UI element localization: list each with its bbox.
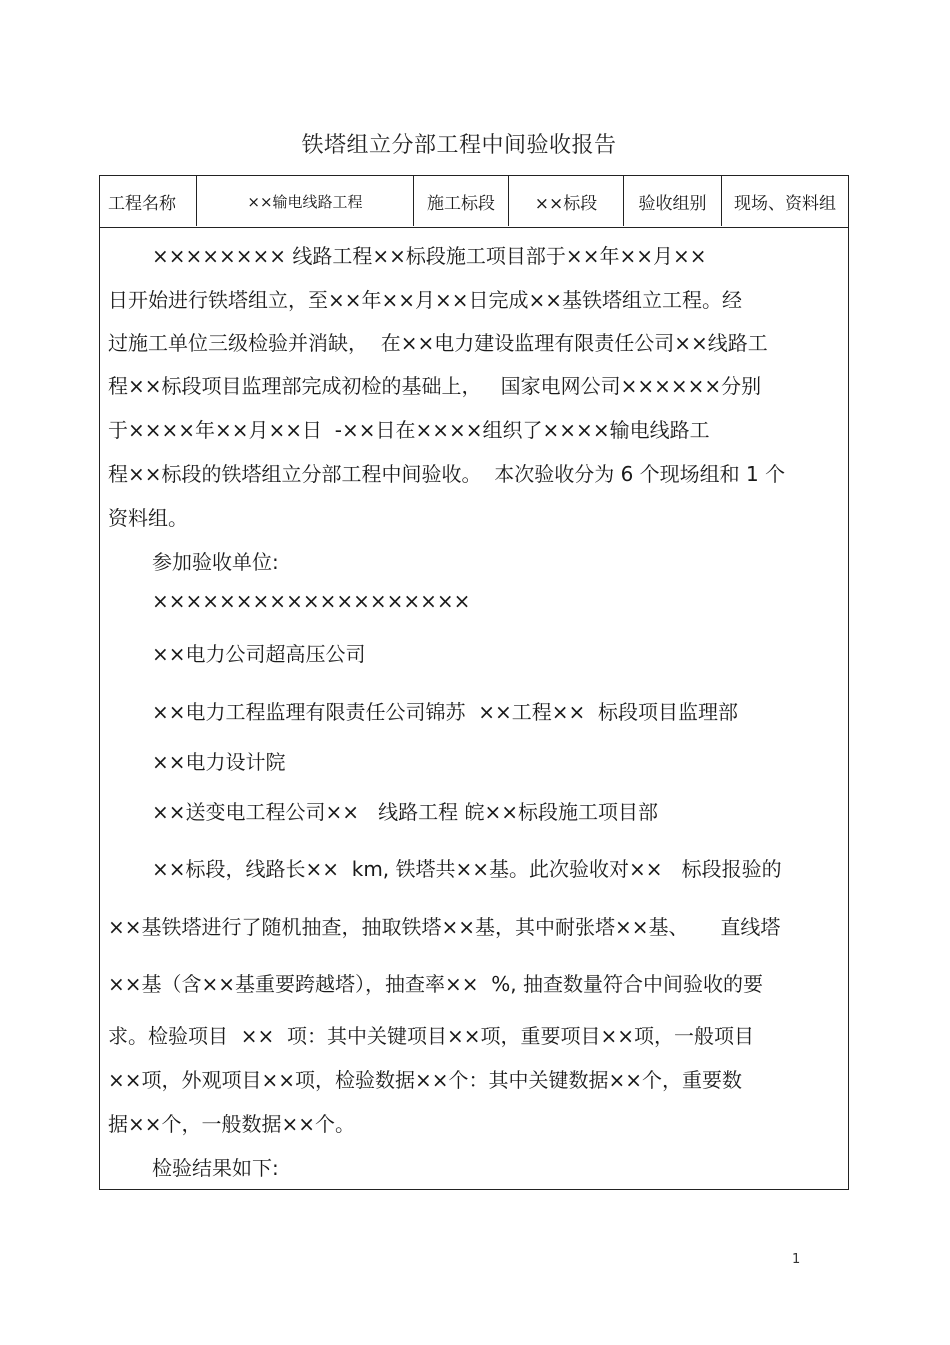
paragraph-1-line: 资料组。	[108, 506, 188, 530]
paragraph-1-line: 程××标段项目监理部完成初检的基础上， 国家电网公司××××××分别	[108, 374, 762, 398]
paragraph-2-line: ××项，外观项目××项，检验数据××个：其中关键数据××个，重要数	[108, 1068, 743, 1092]
document-title: 铁塔组立分部工程中间验收报告	[301, 133, 617, 158]
unit-item: ×××××××××××××××××××	[152, 589, 471, 613]
page-number: 1	[792, 1252, 801, 1267]
header-row	[100, 176, 848, 228]
project-name-value: ××输电线路工程	[247, 192, 363, 211]
section-label: 施工标段	[427, 193, 495, 214]
paragraph-1-line: 于××××年××月××日 -××日在××××组织了××××输电线路工	[108, 418, 710, 442]
paragraph-2-line: ××基（含××基重要跨越塔），抽查率×× %, 抽查数量符合中间验收的要	[108, 972, 763, 996]
section-value: ××标段	[534, 193, 598, 214]
project-name-label: 工程名称	[108, 193, 176, 214]
paragraph-2-line: 据××个，一般数据××个。	[108, 1112, 356, 1136]
unit-item: ××送变电工程公司×× 线路工程 皖××标段施工项目部	[152, 800, 658, 824]
result-heading: 检验结果如下:	[152, 1156, 279, 1180]
paragraph-1-line: 程××标段的铁塔组立分部工程中间验收。 本次验收分为 6 个现场组和 1 个	[108, 462, 786, 486]
paragraph-1-line: 日开始进行铁塔组立，至××年××月××日完成××基铁塔组立工程。经	[108, 288, 743, 312]
paragraph-2-line: ××标段，线路长×× km, 铁塔共××基。此次验收对×× 标段报验的	[152, 857, 782, 881]
group-label: 验收组别	[638, 193, 707, 214]
paragraph-1-line: ×××××××× 线路工程××标段施工项目部于××年××月××	[152, 244, 707, 268]
paragraph-2-line: 求。检验项目 ×× 项：其中关键项目××项，重要项目××项，一般项目	[108, 1024, 754, 1048]
paragraph-1-line: 过施工单位三级检验并消缺， 在××电力建设监理有限责任公司××线路工	[108, 331, 768, 355]
paragraph-2-line: ××基铁塔进行了随机抽查，抽取铁塔××基，其中耐张塔××基、 直线塔	[108, 915, 781, 939]
group-value: 现场、资料组	[734, 193, 836, 214]
unit-item: ××电力公司超高压公司	[152, 642, 366, 666]
unit-item: ××电力工程监理有限责任公司锦苏 ××工程×× 标段项目监理部	[152, 700, 738, 724]
unit-item: ××电力设计院	[152, 750, 286, 774]
units-heading: 参加验收单位:	[152, 550, 279, 574]
